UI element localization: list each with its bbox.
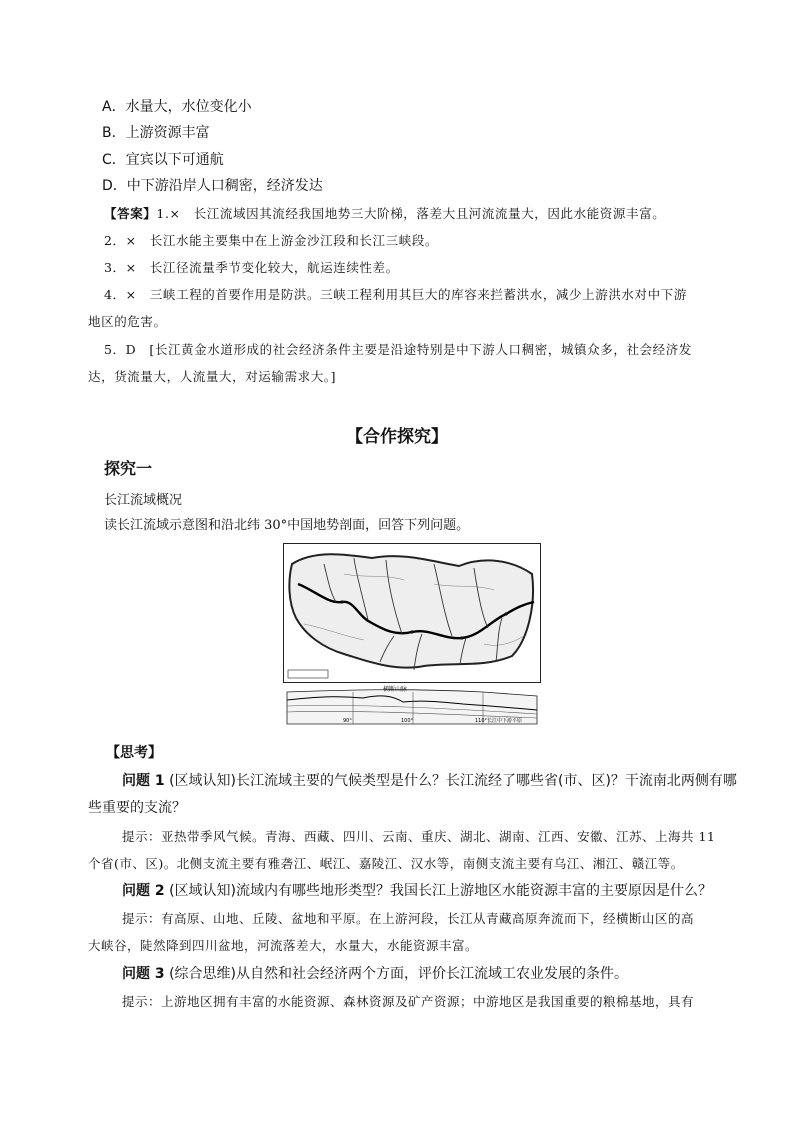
question-1-label: 问题 1 bbox=[122, 773, 165, 789]
answer-line-1 bbox=[104, 203, 665, 225]
question-2-text: (区域认知)流域内有哪些地形类型？我国长江上游地区水能资源丰富的主要原因是什么？ bbox=[169, 883, 712, 899]
question-1-line-b: 些重要的支流？ bbox=[88, 800, 186, 816]
question-1-text: (区域认知)长江流域主要的气候类型是什么？长江流经了哪些省(市、区)？干流南北两侧有哪 bbox=[169, 773, 737, 789]
lon-100-label: 100° bbox=[401, 718, 414, 724]
elevation-profile bbox=[283, 684, 541, 728]
answer-text-1: 1.× 长江流域因其流经我国地势三大阶梯，落差大且河流流量大，因此水能资源丰富。 bbox=[156, 206, 666, 221]
lon-90-label: 90° bbox=[343, 718, 352, 724]
think-title: 【思考】 bbox=[106, 745, 162, 761]
answer-label: 【答案】 bbox=[104, 206, 157, 221]
answer-line-4a: 4．× 三峡工程的首要作用是防洪。三峡工程利用其巨大的库容来拦蓄洪水，减少上游洪水对中下游 bbox=[104, 287, 687, 302]
question-2-hint-b: 大峡谷，陡然降到四川盆地，河流落差大，水量大，水能资源丰富。 bbox=[88, 938, 479, 953]
explore-title: 探究一 bbox=[104, 459, 153, 478]
question-3-line-a bbox=[122, 963, 628, 985]
question-3-text: (综合思维)从自然和社会经济两个方面，评价长江流域工农业发展的条件。 bbox=[169, 966, 628, 982]
question-2-label: 问题 2 bbox=[122, 883, 165, 899]
section-title: 【合作探究】 bbox=[346, 427, 448, 447]
answer-line-3: 3．× 长江径流量季节变化较大，航运连续性差。 bbox=[104, 260, 399, 275]
read-prompt: 读长江流域示意图和沿北纬 30°中国地势剖面，回答下列问题。 bbox=[104, 518, 470, 533]
question-3-hint-a: 提示：上游地区拥有丰富的水能资源、森林资源及矿产资源；中游地区是我国重要的粮棉基地，具有 bbox=[122, 994, 695, 1009]
lon-110-label: 110°长江中下游平原 bbox=[475, 718, 523, 724]
answer-line-4b: 地区的危害。 bbox=[88, 314, 167, 329]
question-1-hint-a: 提示：亚热带季风气候。青海、西藏、四川、云南、重庆、湖北、湖南、江西、安徽、江苏、上海共 11 bbox=[122, 829, 716, 844]
question-1-hint-b: 个省(市、区)。北侧支流主要有雅砻江、岷江、嘉陵江、汉水等，南侧支流主要有乌江、湘江、赣江等。 bbox=[88, 856, 684, 871]
explore-subtitle: 长江流域概况 bbox=[104, 493, 183, 508]
option-a: A．水量大，水位变化小 bbox=[102, 99, 252, 115]
profile-mountain-label: 横断山脉 bbox=[383, 686, 408, 693]
option-d: D．中下游沿岸人口稠密，经济发达 bbox=[102, 178, 323, 194]
answer-line-5a: 5．D [长江黄金水道形成的社会经济条件主要是沿途特别是中下游人口稠密，城镇众多，社会经济发 bbox=[104, 342, 692, 357]
question-2-hint-a: 提示：有高原、山地、丘陵、盆地和平原。在上游河段，长江从青藏高原奔流而下，经横断山区的高 bbox=[122, 911, 695, 926]
option-c: C．宜宾以下可通航 bbox=[102, 152, 224, 168]
option-b: B．上游资源丰富 bbox=[102, 125, 210, 141]
yangtze-basin-map bbox=[283, 543, 541, 683]
answer-line-5b: 达，货流量大，人流量大，对运输需求大。] bbox=[88, 369, 337, 384]
question-1-line-a bbox=[122, 770, 737, 792]
question-3-label: 问题 3 bbox=[122, 966, 165, 982]
question-2-line-a bbox=[122, 880, 712, 902]
answer-line-2: 2．× 长江水能主要集中在上游金沙江段和长江三峡段。 bbox=[104, 233, 439, 248]
